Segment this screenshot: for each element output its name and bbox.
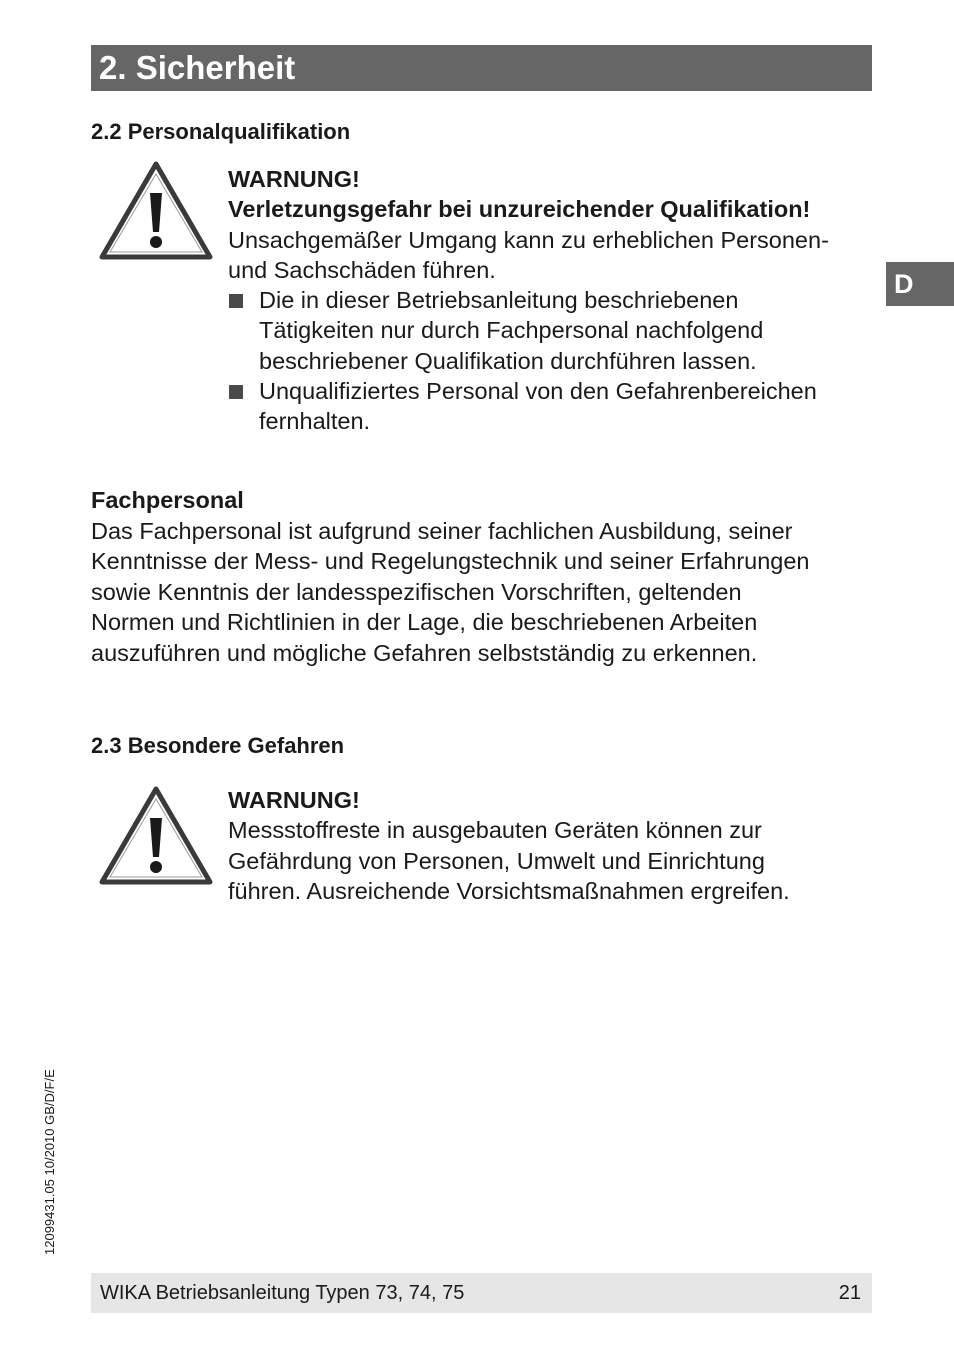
language-tab-letter: D <box>894 269 914 299</box>
document-code: 12099431.05 10/2010 GB/D/F/E <box>42 1069 57 1255</box>
paragraph-line: Das Fachpersonal ist aufgrund seiner fachlichen Ausbildung, seiner <box>91 517 793 544</box>
warning-title: WARNUNG! <box>228 787 360 813</box>
bullet-text-line: beschriebener Qualifikation durchführen lassen. <box>259 347 757 374</box>
warning-bullet-item <box>228 376 878 437</box>
warning-bullet-item <box>228 285 878 376</box>
square-bullet-icon <box>229 385 243 399</box>
paragraph-line: Normen und Richtlinien in der Lage, die beschriebenen Arbeiten <box>91 609 758 636</box>
bullet-text-line: Unqualifiziertes Personal von den Gefahrenbereichen <box>259 378 817 405</box>
warning-text-line: Messstoffreste in ausgebauten Geräten können zur <box>228 817 762 844</box>
paragraph-line: sowie Kenntnis der landesspezifischen Vorschriften, geltenden <box>91 578 742 605</box>
bullet-text-line: Tätigkeiten nur durch Fachpersonal nachfolgend <box>259 317 764 344</box>
section-heading-2-3: 2.3 Besondere Gefahren <box>91 733 345 758</box>
warning-text-line: Unsachgemäßer Umgang kann zu erheblichen Personen- <box>228 226 829 253</box>
warning-block-residual-media <box>228 785 878 906</box>
chapter-header <box>91 45 872 91</box>
square-bullet-icon <box>229 294 243 308</box>
warning-triangle-icon <box>98 160 214 260</box>
warning-subtitle: Verletzungsgefahr bei unzureichender Qualifikation! <box>228 196 811 223</box>
warning-text-line: führen. Ausreichende Vorsichtsmaßnahmen ergreifen. <box>228 877 790 904</box>
paragraph-line: auszuführen und mögliche Gefahren selbstständig zu erkennen. <box>91 639 758 666</box>
warning-text-line: und Sachschäden führen. <box>228 256 496 283</box>
bullet-text-line: Die in dieser Betriebsanleitung beschriebenen <box>259 287 739 314</box>
page-number: 21 <box>838 1282 861 1304</box>
warning-text-line: Gefährdung von Personen, Umwelt und Einrichtung <box>228 847 765 874</box>
warning-block-qualification <box>228 164 878 437</box>
bullet-text-line: fernhalten. <box>259 408 371 435</box>
page-footer <box>91 1273 872 1313</box>
warning-title: WARNUNG! <box>228 166 360 192</box>
language-tab <box>886 262 954 306</box>
warning-triangle-icon <box>98 785 214 885</box>
fachpersonal-heading: Fachpersonal <box>91 487 244 513</box>
fachpersonal-paragraph <box>91 485 881 669</box>
footer-title: WIKA Betriebsanleitung Typen 73, 74, 75 <box>100 1282 465 1304</box>
chapter-title: 2. Sicherheit <box>99 49 296 86</box>
paragraph-line: Kenntnisse der Mess- und Regelungstechnik und seiner Erfahrungen <box>91 548 810 575</box>
section-heading-2-2: 2.2 Personalqualifikation <box>91 119 351 144</box>
